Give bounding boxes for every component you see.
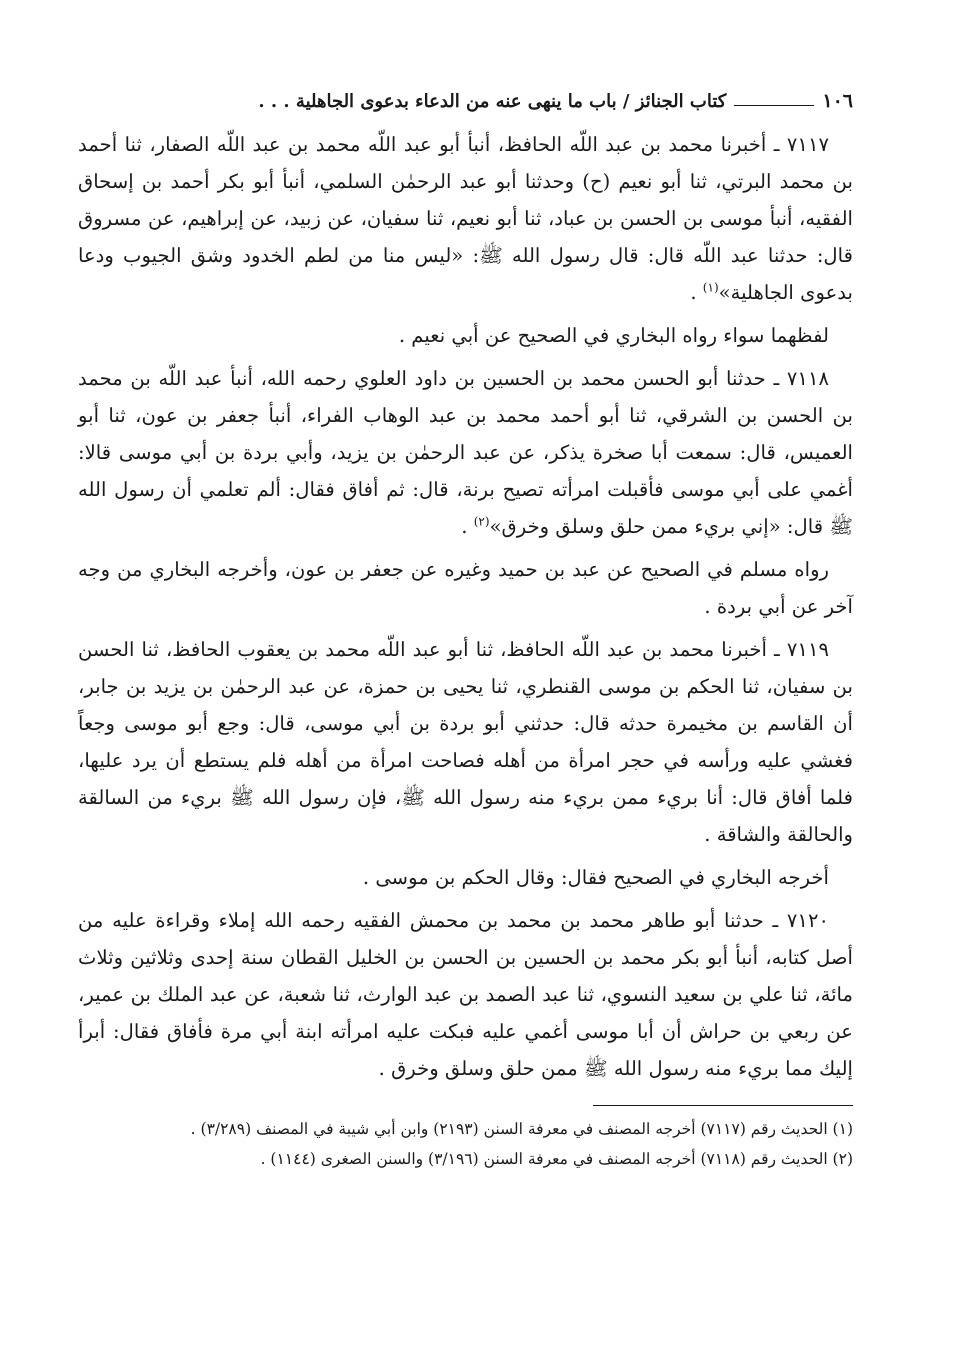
- paragraph-text: لفظهما سواء رواه البخاري في الصحيح عن أبي نعيم .: [398, 324, 829, 347]
- hadith-7119: [78, 631, 853, 853]
- book-page: [78, 72, 853, 1367]
- paragraph-end: .: [690, 281, 703, 304]
- hadith-7118: [78, 360, 853, 545]
- hadith-7117: [78, 126, 853, 311]
- footnote-2: (٢) الحديث رقم (٧١١٨) أخرجه المصنف في معرفة السنن (٣/١٩٦) والسنن الصغرى (١١٤٤) .: [260, 1150, 853, 1168]
- paragraph-text: ٧١١٧ ـ أخبرنا محمد بن عبد اللّه الحافظ، أنبأ أبو عبد اللّه محمد بن عبد اللّه الصفار، ثنا أحمد بن محمد البرتي، ثنا أبو نعيم (ح) وحدثنا أبو عبد الرحمٰن السلمي، أنبأ أبو بكر أحمد بن إسحاق الفقيه، أنبأ موسى بن الحسن بن عباد، ثنا أبو نعيم، ثنا سفيان، عن زبيد، عن إبراهيم، عن مسروق قال: حدثنا عبد اللّه قال: قال رسول الله ﷺ: «ليس منا من لطم الخدود وشق الجيوب ودعا بدعوى الجاهلية»: [78, 133, 853, 304]
- footnote-ref-2: (٢): [473, 514, 490, 529]
- hadith-7120: [78, 902, 853, 1087]
- paragraph-end: .: [461, 515, 474, 538]
- commentary-7117: [78, 317, 853, 354]
- paragraph-text: ٧١١٩ ـ أخبرنا محمد بن عبد اللّه الحافظ، ثنا أبو عبد اللّه محمد بن يعقوب الحافظ، ثنا الحسن بن سفيان، ثنا الحكم بن موسى القنطري، ثنا يحيى بن حمزة، عن عبد الرحمٰن بن يزيد بن جابر، أن القاسم بن مخيمرة حدثه قال: حدثني أبو بردة بن أبي موسى، قال: وجع أبو موسى وجعاً فغشي عليه ورأسه في حجر امرأة من أهله فصاحت امرأة من أهله فلم يستطع أن يرد عليها، فلما أفاق قال: أنا بريء ممن بريء منه رسول الله ﷺ، فإن رسول الله ﷺ بريء من السالقة والحالقة والشاقة .: [78, 638, 853, 846]
- running-title: كتاب الجنائز / باب ما ينهى عنه من الدعاء بدعوى الجاهلية . . .: [258, 91, 727, 112]
- footnote-1: (١) الحديث رقم (٧١١٧) أخرجه المصنف في معرفة السنن (٢١٩٣) وابن أبي شيبة في المصنف (٣/٢٨٩) .: [190, 1120, 853, 1138]
- footnotes: [78, 1114, 853, 1174]
- page-number: ١٠٦: [822, 90, 853, 112]
- paragraph-text: ٧١٢٠ ـ حدثنا أبو طاهر محمد بن محمد بن محمش الفقيه رحمه الله إملاء وقراءة عليه من أصل كتابه، أنبأ أبو بكر محمد بن الحسين بن الحسن بن الخليل القطان سنة إحدى وثلاثين وثلاث مائة، ثنا علي بن سعيد النسوي، ثنا عبد الصمد بن عبد الوارث، ثنا شعبة، عن عبد الملك بن عمير، عن ربعي بن حراش أن أبا موسى أغمي عليه فبكت عليه امرأته ابنة أبي مرة فأفاق فقال: أبرأ إليك مما بريء منه رسول الله ﷺ ممن حلق وسلق وخرق .: [78, 909, 853, 1080]
- paragraph-text: رواه مسلم في الصحيح عن عبد بن حميد وغيره عن جعفر بن عون، وأخرجه البخاري من وجه آخر عن أبي بردة .: [78, 558, 853, 618]
- paragraph-text: ٧١١٨ ـ حدثنا أبو الحسن محمد بن الحسين بن داود العلوي رحمه الله، أنبأ عبد اللّه بن محمد بن الحسن بن الشرقي، ثنا أبو أحمد محمد بن عبد الوهاب الفراء، أنبأ جعفر بن عون، ثنا أبو العميس، قال: سمعت أبا صخرة يذكر، عن عبد الرحمٰن بن يزيد، وأبي بردة بن أبي موسى قالا: أغمي على أبي موسى فأقبلت امرأته تصيح برنة، قال: ثم أفاق فقال: ألم تعلمي أن رسول الله ﷺ قال: «إني بريء ممن حلق وسلق وخرق»: [78, 367, 853, 538]
- footnote-ref-1: (١): [702, 280, 719, 295]
- header-rule: [734, 105, 814, 106]
- commentary-7118: [78, 551, 853, 625]
- paragraph-text: أخرجه البخاري في الصحيح فقال: وقال الحكم بن موسى .: [362, 866, 829, 889]
- page-header: [78, 72, 853, 112]
- footnote-divider: [593, 1105, 853, 1106]
- main-text: [78, 126, 853, 1087]
- commentary-7119: [78, 859, 853, 896]
